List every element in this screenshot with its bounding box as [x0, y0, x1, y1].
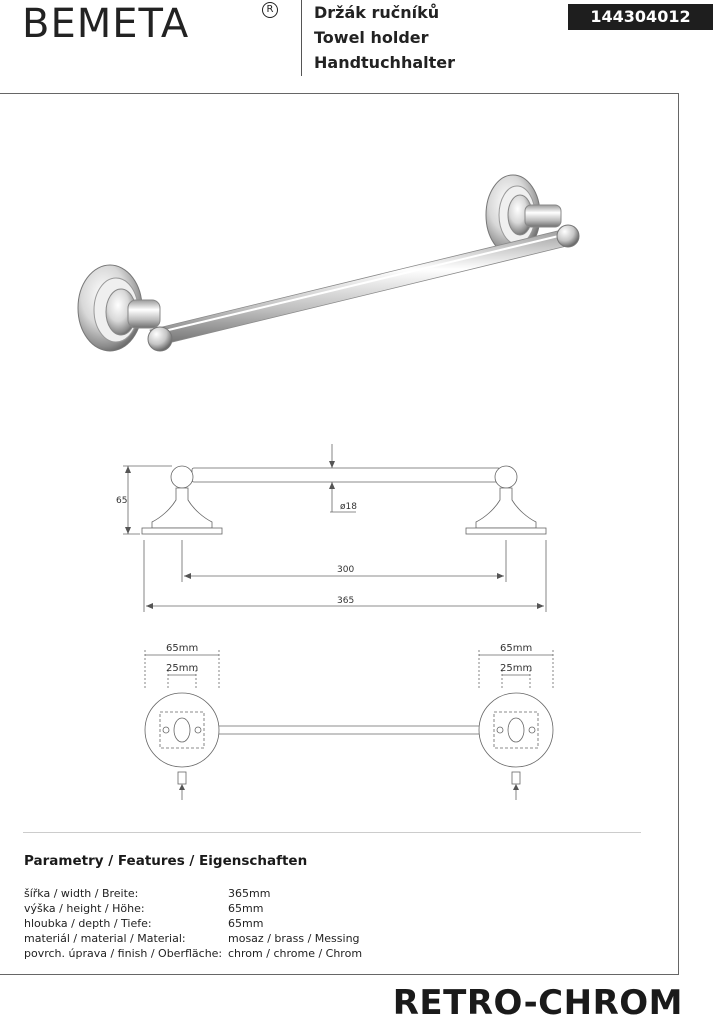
side-view: [123, 444, 546, 612]
title-czech: Držák ručníků: [314, 3, 440, 22]
collection-name: RETRO-CHROM: [392, 983, 683, 1023]
left-flange-label: 65mm: [166, 643, 199, 654]
height-dimension-label: 65: [116, 496, 128, 506]
registered-mark-icon: R: [262, 2, 278, 18]
feature-label: povrch. úprava / finish / Oberfläche:: [24, 947, 223, 960]
top-view: [145, 650, 553, 800]
feature-label: výška / height / Höhe:: [24, 902, 145, 915]
features-heading: Parametry / Features / Eigenschaften: [24, 853, 308, 869]
feature-value: 65mm: [228, 902, 264, 915]
brand-logo: BEMETA: [22, 1, 190, 47]
inner-width-label: 300: [337, 565, 355, 575]
feature-value: mosaz / brass / Messing: [228, 932, 360, 945]
title-english: Towel holder: [314, 28, 429, 47]
feature-label: šířka / width / Breite:: [24, 887, 139, 900]
left-mount-label: 25mm: [166, 663, 199, 674]
feature-label: hloubka / depth / Tiefe:: [24, 917, 152, 930]
right-flange-label: 65mm: [500, 643, 533, 654]
title-german: Handtuchhalter: [314, 53, 456, 72]
feature-value: 65mm: [228, 917, 264, 930]
product-code-badge: 144304012: [568, 4, 713, 30]
diameter-label: ø18: [340, 502, 357, 512]
feature-value: chrom / chrome / Chrom: [228, 947, 363, 960]
feature-value: 365mm: [228, 887, 271, 900]
right-mount-label: 25mm: [500, 663, 533, 674]
features-divider: [23, 832, 641, 833]
feature-label: materiál / material / Material:: [24, 932, 186, 945]
overall-width-label: 365: [337, 596, 355, 606]
